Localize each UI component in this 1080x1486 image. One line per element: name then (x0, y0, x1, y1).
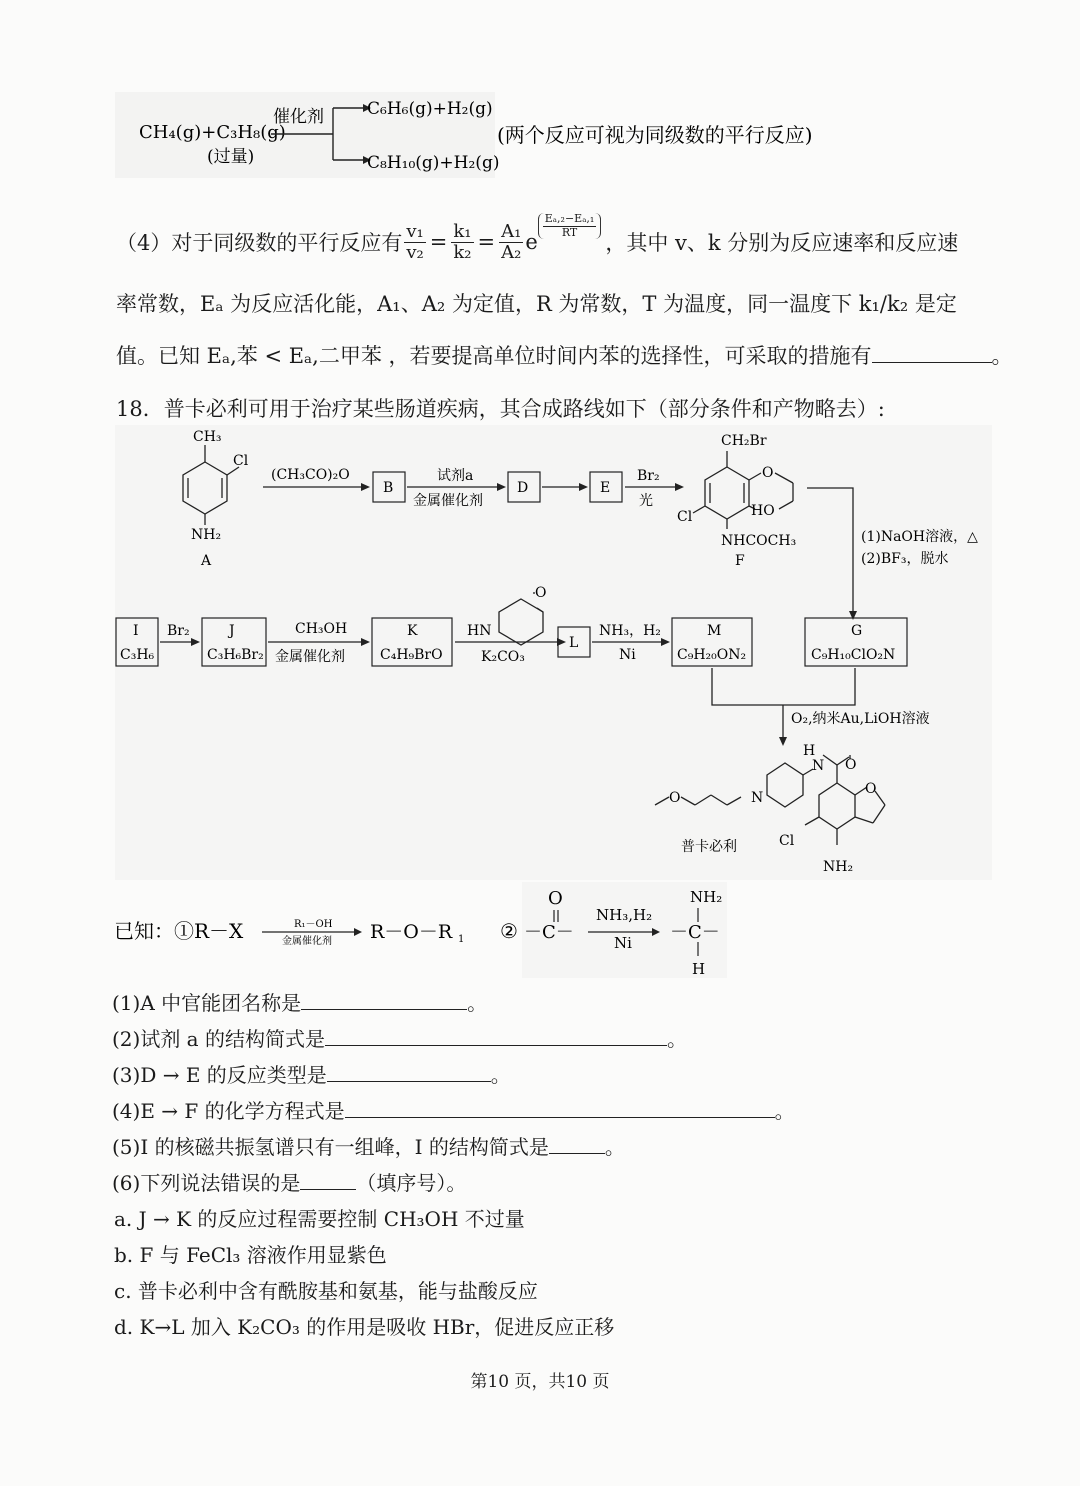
svg-text:O: O (845, 757, 857, 773)
svg-text:H: H (803, 743, 816, 759)
q4-line3: 值。已知 Eₐ,苯 < Eₐ,二甲苯 ，若要提高单位时间内苯的选择性，可采取的措施有 。 (116, 344, 1013, 368)
svg-text:NH₃,H₂: NH₃,H₂ (596, 906, 653, 924)
compound-F (693, 451, 793, 529)
option-c: c. 普卡必利中含有酰胺基和氨基，能与盐酸反应 (114, 1279, 538, 1303)
top-excess: (过量) (207, 147, 255, 167)
svg-text:R₁－OH: R₁－OH (294, 919, 333, 930)
svg-text:Ni: Ni (614, 934, 632, 952)
svg-text:Ni: Ni (619, 647, 636, 663)
svg-text:O: O (669, 790, 681, 806)
svg-text:C₃H₆: C₃H₆ (120, 647, 155, 663)
q4-prefix: （4）对于同级数的平行反应有 (116, 231, 403, 255)
top-note: (两个反应可视为同级数的平行反应) (497, 123, 813, 147)
A-nh2: NH₂ (191, 527, 222, 543)
svg-text:B: B (383, 480, 394, 496)
svg-text:试剂a: 试剂a (437, 468, 474, 484)
svg-text:NH₂: NH₂ (823, 859, 854, 875)
fraction-k: $\frac{\text{k₁}}{\text{k₂}}$ (453, 220, 472, 263)
svg-text:O: O (548, 888, 563, 909)
question-4: (4)E → F 的化学方程式是 。 (112, 1099, 795, 1123)
compound-A (183, 445, 239, 525)
svg-text:金属催化剂: 金属催化剂 (275, 649, 345, 665)
svg-text:O: O (865, 781, 877, 797)
svg-text:金属催化剂: 金属催化剂 (282, 936, 332, 947)
question-1: (1)A 中官能团名称是 。 (112, 991, 488, 1015)
svg-text:NH₃，H₂: NH₃，H₂ (599, 623, 661, 639)
svg-text:NH₂: NH₂ (690, 888, 723, 906)
F-label: F (735, 553, 745, 569)
svg-text:K₂CO₃: K₂CO₃ (481, 649, 525, 665)
svg-text:H: H (692, 960, 706, 978)
svg-text:CH₃OH: CH₃OH (295, 621, 348, 637)
svg-text:Cl: Cl (677, 509, 693, 525)
answer-blank-6[interactable] (300, 1169, 356, 1190)
svg-text:Cl: Cl (779, 833, 795, 849)
question-2: (2)试剂 a 的结构简式是 。 (112, 1027, 687, 1051)
svg-text:I: I (133, 623, 139, 639)
question-3: (3)D → E 的反应类型是 。 (112, 1063, 511, 1087)
top-reactants: CH₄(g)+C₃H₈(g) (139, 122, 286, 143)
synthesis-scheme (115, 425, 992, 880)
answer-blank-3[interactable] (327, 1061, 491, 1082)
known-reactions (114, 880, 754, 980)
fraction-a: $\frac{\text{A₁}}{\text{A₂}}$ (501, 220, 522, 263)
top-product-2: C₈H₁₀(g)+H₂(g) (367, 153, 500, 173)
answer-blank-2[interactable] (325, 1025, 667, 1046)
svg-text:CH₂Br: CH₂Br (721, 433, 767, 449)
fraction-v: $\frac{\text{v₁}}{\text{v₂}}$ (406, 220, 424, 263)
q4-line2: 率常数，Eₐ 为反应活化能，A₁、A₂ 为定值，R 为常数，T 为温度，同一温度下 k₁/k₂ 是定 (116, 292, 957, 316)
q18-title: 18．普卡必利可用于治疗某些肠道疾病，其合成路线如下（部分条件和产物略去）: (116, 397, 885, 421)
q4-line1: （4）对于同级数的平行反应有 $\frac{\text{v₁}}{\text{v₂}}$ = $\frac{\text{k₁}}{\text{k₂}}$ = $\frac{\text{A₁}}{\text{A₂}}$ e $\frac{\text{Eₐ,₂−Eₐ,₁}}{RT}$ ，其中 v、k 分别为反应速率和反应速 (116, 212, 959, 263)
svg-text:O: O (535, 585, 547, 601)
svg-text:O: O (762, 465, 774, 481)
svg-text:NHCOCH₃: NHCOCH₃ (721, 533, 797, 549)
prucalopride-label: 普卡必利 (681, 839, 737, 855)
svg-text:D: D (517, 480, 529, 496)
top-catalyst: 催化剂 (273, 107, 324, 127)
option-a: a. J → K 的反应过程需要控制 CH₃OH 不过量 (114, 1207, 525, 1231)
svg-text:N: N (751, 790, 764, 806)
svg-text:C₉H₂₀ON₂: C₉H₂₀ON₂ (677, 647, 747, 663)
page-footer: 第10 页，共10 页 (470, 1372, 610, 1392)
top-reaction-svg (115, 92, 875, 182)
q4-suffix: ，其中 v、k 分别为反应速率和反应速 (605, 231, 959, 255)
svg-text:Br₂: Br₂ (637, 468, 660, 484)
answer-blank-5[interactable] (549, 1133, 605, 1154)
svg-text:M: M (707, 623, 722, 639)
svg-text:金属催化剂: 金属催化剂 (413, 493, 483, 509)
svg-text:HO: HO (751, 503, 775, 519)
svg-text:②: ② (500, 919, 518, 943)
top-product-1: C₆H₆(g)+H₂(g) (367, 99, 493, 119)
svg-text:－C－: －C－ (670, 922, 720, 943)
svg-text:E: E (600, 480, 611, 496)
svg-text:1: 1 (458, 934, 465, 945)
svg-text:C₉H₁₀ClO₂N: C₉H₁₀ClO₂N (811, 647, 896, 663)
A-cl: Cl (233, 453, 249, 469)
svg-text:(2)BF₃，脱水: (2)BF₃，脱水 (861, 551, 949, 567)
piperidinone (499, 599, 543, 645)
svg-text:N: N (812, 758, 825, 774)
svg-text:已知：①R－X: 已知：①R－X (114, 919, 244, 943)
svg-text:J: J (229, 623, 235, 639)
svg-text:L: L (569, 635, 579, 651)
svg-text:K: K (407, 623, 418, 639)
option-d: d. K→L 加入 K₂CO₃ 的作用是吸收 HBr，促进反应正移 (114, 1315, 615, 1339)
svg-text:－C－: －C－ (524, 922, 574, 943)
svg-text:O₂,纳米Au,LiOH溶液: O₂,纳米Au,LiOH溶液 (791, 711, 930, 727)
A-ch3: CH₃ (193, 429, 222, 445)
option-b: b. F 与 FeCl₃ 溶液作用显紫色 (114, 1243, 387, 1267)
svg-text:C₄H₉BrO: C₄H₉BrO (380, 647, 443, 663)
A-label: A (201, 553, 212, 569)
svg-text:G: G (851, 623, 863, 639)
svg-text:HN: HN (467, 623, 492, 639)
svg-text:Br₂: Br₂ (167, 623, 190, 639)
question-5: (5)I 的核磁共振氢谱只有一组峰，I 的结构简式是 。 (112, 1135, 625, 1159)
svg-text:R－O－R: R－O－R (370, 921, 453, 943)
answer-blank-q4[interactable] (872, 342, 992, 363)
svg-text:(1)NaOH溶液，△: (1)NaOH溶液，△ (861, 529, 978, 545)
reagent-ac2o: (CH₃CO)₂O (271, 467, 350, 483)
answer-blank-1[interactable] (301, 989, 467, 1010)
svg-text:光: 光 (639, 493, 653, 509)
svg-text:C₃H₆Br₂: C₃H₆Br₂ (207, 647, 264, 663)
answer-blank-4[interactable] (345, 1097, 775, 1118)
exponent: $\frac{\text{Eₐ,₂−Eₐ,₁}}{RT}$ (538, 213, 602, 238)
question-6: (6)下列说法错误的是 （填序号）。 (112, 1171, 467, 1195)
